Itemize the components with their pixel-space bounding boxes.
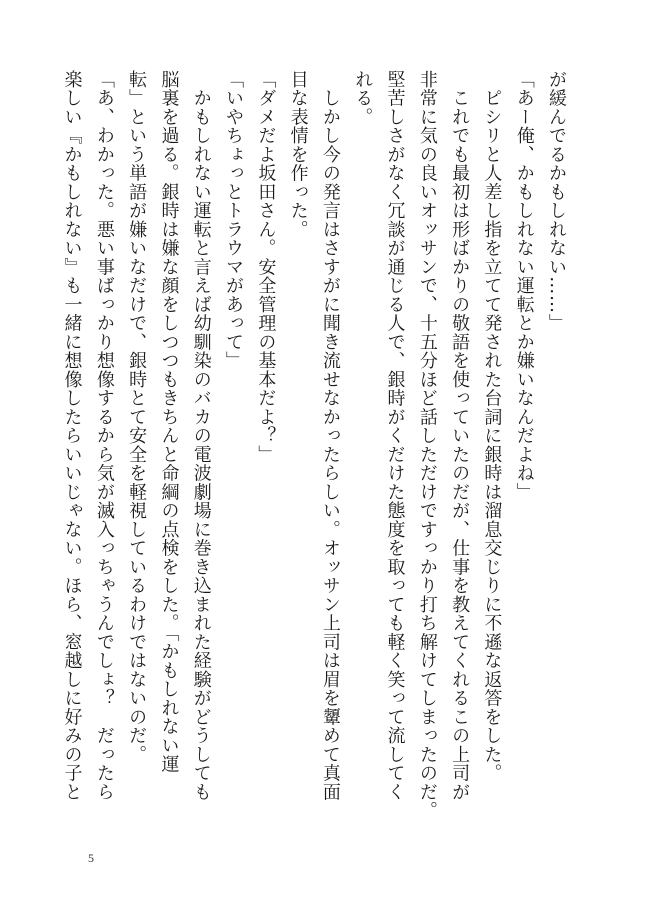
text-line: 「ダメだよ坂田さん。安全管理の基本だよ？」 [255,70,277,464]
text-line: 「いやちょっとトラウマがあって」 [223,70,245,370]
text-line: 「あ、わかった。悪い事ばっかり想像するから気が滅入っちゃうんでしょ？ だったら [93,70,115,802]
text-line: 脳裏を過る。銀時は嫌な顔をしつつもきちんと命綱の点検をした。「かもしれない運 [158,70,180,774]
body-text [61,70,572,832]
text-line: 「あー俺、かもしれない運転とか嫌いなんだよね」 [513,70,535,502]
page-number: 5 [88,851,94,865]
text-line: 非常に気の良いオッサンで、十五分ほど話しただけですっかり打ち解けてしまったのだ。 [416,70,438,820]
text-line: ピシリと人差し指を立てて発された台詞に銀時は溜息交じりに不遜な返答をした。 [481,70,503,783]
text-line: が緩んでるかもしれない……」 [546,70,567,333]
text-line: これでも最初は形ばかりの敬語を使っていたのだが、仕事を教えてくれるこの上司が [449,70,471,802]
text-line: 堅苦しさがなく冗談が通じる人で、銀時がくだけた態度を取っても軽く笑って流してく [384,70,406,802]
text-line: しかし今の発言はさすがに聞き流せなかったらしい。オッサン上司は眉を顰めて真面 [319,70,341,802]
text-line: 楽しい『かもしれない』も一緒に想像したらいいじゃない。ほら、窓越しに好みの子と [61,70,83,802]
text-line: 目な表情を作った。 [287,70,309,239]
text-line: 転」という単語が嫌いなだけで、銀時とて安全を軽視しているわけではないのだ。 [126,70,148,764]
text-line: かもしれない運転と言えば幼馴染のバカの電波劇場に巻き込まれた経験がどうしても [190,70,212,802]
text-line: れる。 [352,70,374,127]
